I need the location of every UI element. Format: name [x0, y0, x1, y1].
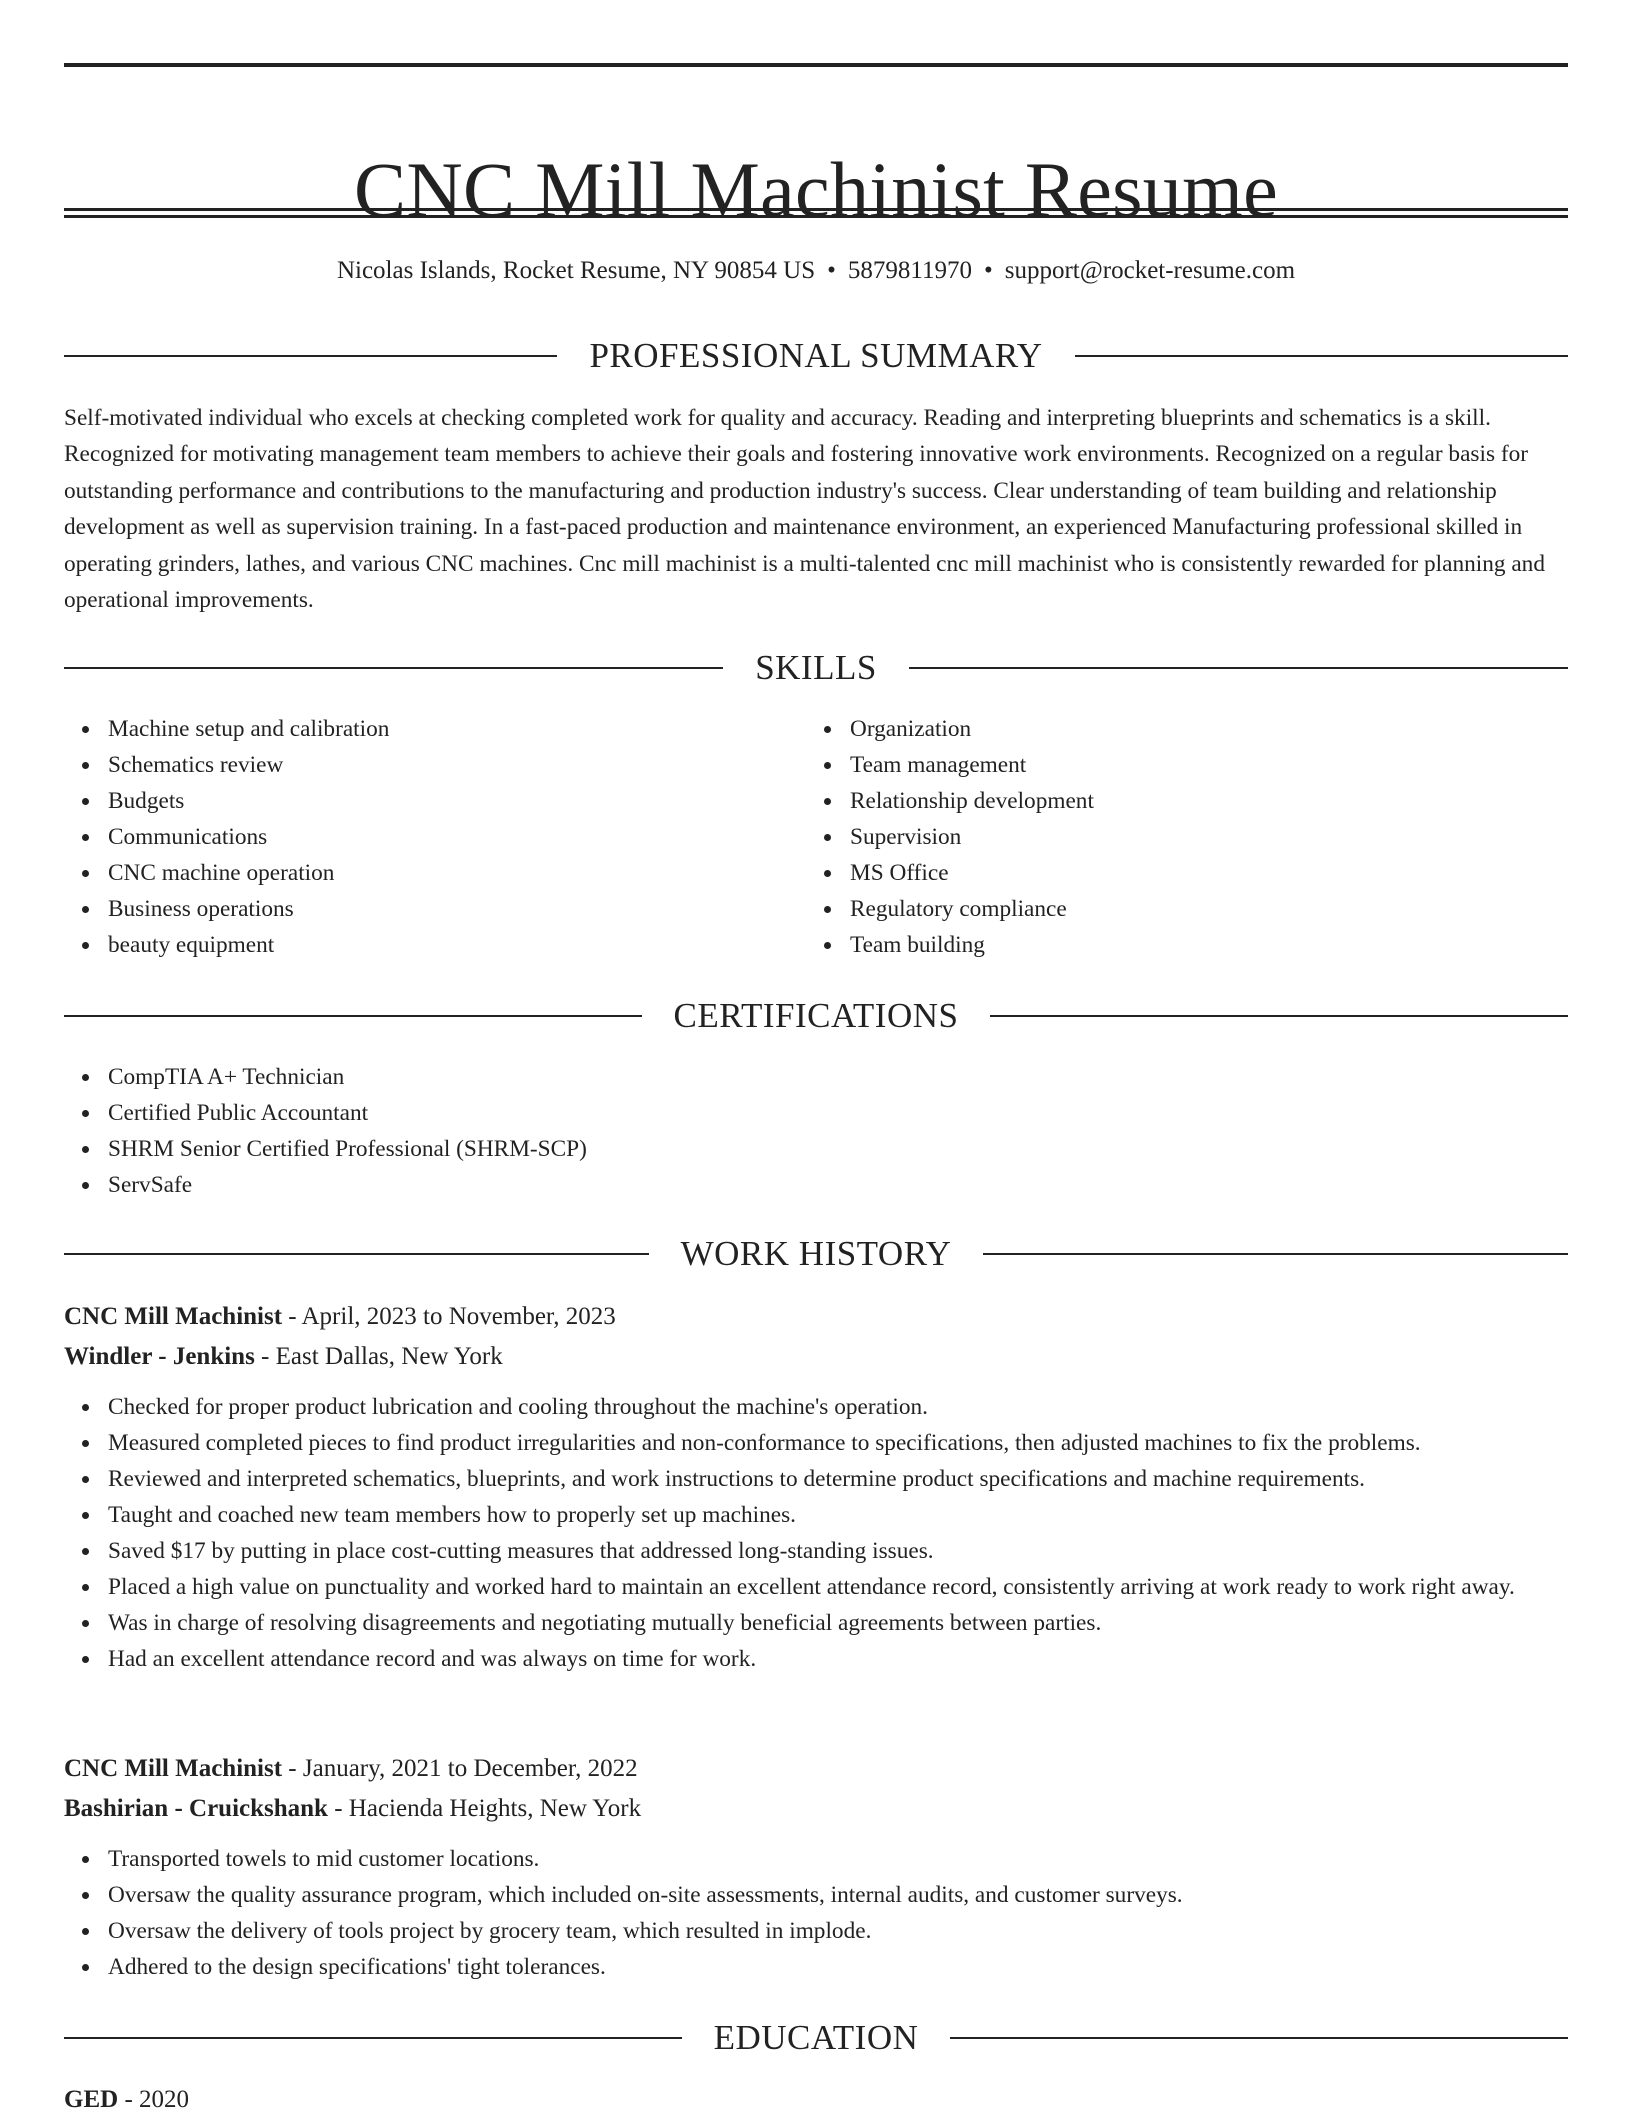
job-bullet: Measured completed pieces to find product irregularities and non-conformance to specifications, then adjusted machines to fix the problems.: [108, 1425, 1568, 1461]
heading-rule: [1075, 355, 1568, 357]
contact-separator: •: [827, 257, 836, 284]
job-bullet: Oversaw the delivery of tools project by grocery team, which resulted in implode.: [108, 1913, 1568, 1949]
job-bullet: Was in charge of resolving disagreements and negotiating mutually beneficial agreements between parties.: [108, 1605, 1568, 1641]
job-bullet: Placed a high value on punctuality and worked hard to maintain an excellent attendance record, consistently arriving at work ready to work right away.: [108, 1569, 1568, 1605]
skills-list-right: [806, 711, 1548, 963]
certifications-list: [64, 1059, 1568, 1203]
job-bullet: Had an excellent attendance record and was always on time for work.: [108, 1641, 1568, 1677]
job-company-line: Windler - Jenkins - East Dallas, New York: [64, 1343, 503, 1370]
skill-item: MS Office: [850, 855, 1548, 891]
job-dates: January, 2021 to December, 2022: [302, 1755, 638, 1782]
job-title-line: CNC Mill Machinist - January, 2021 to December, 2022: [64, 1755, 638, 1782]
contact-email: support@rocket-resume.com: [1004, 257, 1296, 284]
skill-item: Team building: [850, 927, 1548, 963]
certifications-block: [64, 1059, 1568, 1203]
title-double-rule: [64, 208, 1568, 218]
skill-item: Budgets: [108, 783, 806, 819]
job-entry: [64, 1297, 1568, 1677]
section-heading-education: [64, 2016, 1568, 2060]
heading-rule: [909, 667, 1568, 669]
skill-item: Schematics review: [108, 747, 806, 783]
top-rule: [64, 63, 1568, 67]
certification-item: SHRM Senior Certified Professional (SHRM-SCP): [108, 1131, 1568, 1167]
skill-item: Relationship development: [850, 783, 1548, 819]
job-bullet: Reviewed and interpreted schematics, blueprints, and work instructions to determine product specifications and machine requirements.: [108, 1461, 1568, 1497]
section-heading-summary: [64, 334, 1568, 378]
section-title: WORK HISTORY: [680, 1234, 952, 1273]
education-degree: GED: [64, 2086, 119, 2113]
section-heading-work-history: [64, 1232, 1568, 1276]
section-heading-skills: [64, 646, 1568, 690]
job-location: East Dallas, New York: [275, 1343, 503, 1370]
section-title: EDUCATION: [713, 2018, 919, 2057]
skills-columns: [64, 711, 1568, 963]
skill-item: Communications: [108, 819, 806, 855]
job-dates: April, 2023 to November, 2023: [301, 1303, 616, 1330]
job-bullet: Taught and coached new team members how to properly set up machines.: [108, 1497, 1568, 1533]
job-bullet: Oversaw the quality assurance program, which included on-site assessments, internal audits, and customer surveys.: [108, 1877, 1568, 1913]
heading-rule: [64, 355, 557, 357]
section-title: CERTIFICATIONS: [673, 996, 959, 1035]
job-bullet: Saved $17 by putting in place cost-cutting measures that addressed long-standing issues.: [108, 1533, 1568, 1569]
education-entry: GED - 2020: [64, 2086, 190, 2113]
contact-separator: •: [983, 257, 993, 284]
job-bullet: Checked for proper product lubrication and cooling throughout the machine's operation.: [108, 1389, 1568, 1425]
skill-item: Team management: [850, 747, 1548, 783]
skill-item: Supervision: [850, 819, 1548, 855]
contact-line: [64, 254, 1568, 288]
page-title: CNC Mill Machinist Resume: [354, 146, 1278, 234]
job-company: Windler - Jenkins: [64, 1343, 255, 1370]
certification-item: ServSafe: [108, 1167, 1568, 1203]
skill-item: Organization: [850, 711, 1548, 747]
section-title: SKILLS: [755, 648, 877, 687]
contact-address: Nicolas Islands, Rocket Resume, NY 90854 US: [336, 257, 816, 284]
job-location: Hacienda Heights, New York: [348, 1795, 642, 1822]
skill-item: Regulatory compliance: [850, 891, 1548, 927]
skill-item: beauty equipment: [108, 927, 806, 963]
job-bullets: [64, 1389, 1568, 1677]
job-company-line: Bashirian - Cruickshank - Hacienda Heights, New York: [64, 1795, 642, 1822]
section-heading-certifications: [64, 994, 1568, 1038]
certification-item: CompTIA A+ Technician: [108, 1059, 1568, 1095]
skills-column-right: [806, 711, 1548, 963]
heading-rule: [64, 667, 723, 669]
contact-phone: 5879811970: [847, 257, 972, 284]
skill-item: CNC machine operation: [108, 855, 806, 891]
job-bullets: [64, 1841, 1568, 1985]
job-title: CNC Mill Machinist: [64, 1303, 283, 1330]
heading-rule: [950, 2037, 1568, 2039]
heading-rule: [64, 1253, 649, 1255]
job-bullet: Adhered to the design specifications' tight tolerances.: [108, 1949, 1568, 1985]
heading-rule: [64, 1015, 642, 1017]
education-year: 2020: [139, 2086, 190, 2113]
job-title-line: CNC Mill Machinist - April, 2023 to November, 2023: [64, 1303, 616, 1330]
skill-item: Machine setup and calibration: [108, 711, 806, 747]
section-title: PROFESSIONAL SUMMARY: [589, 336, 1043, 375]
heading-rule: [64, 2037, 682, 2039]
job-title: CNC Mill Machinist: [64, 1755, 283, 1782]
job-entry: [64, 1749, 1568, 1985]
skills-list-left: [64, 711, 806, 963]
skills-column-left: [64, 711, 806, 963]
heading-rule: [983, 1253, 1568, 1255]
certification-item: Certified Public Accountant: [108, 1095, 1568, 1131]
skill-item: Business operations: [108, 891, 806, 927]
job-company: Bashirian - Cruickshank: [64, 1795, 328, 1822]
job-bullet: Transported towels to mid customer locations.: [108, 1841, 1568, 1877]
heading-rule: [990, 1015, 1568, 1017]
summary-paragraph: Self-motivated individual who excels at checking completed work for quality and accuracy. Reading and interpreting blueprints and schematics is a skill. Recognized for motivating management team members to achieve their goals and fostering innovative work environments. Recognized on a regular basis for outstanding performance and contributions to the manufacturing and production industry's success. Clear understanding of team building and relationship development as well as supervision training. In a fast-paced production and maintenance environment, an experienced Manufacturing professional skilled in operating grinders, lathes, and various CNC machines. Cnc mill machinist is a multi-talented cnc mill machinist who is consistently rewarded for planning and operational improvements.: [64, 405, 1545, 614]
